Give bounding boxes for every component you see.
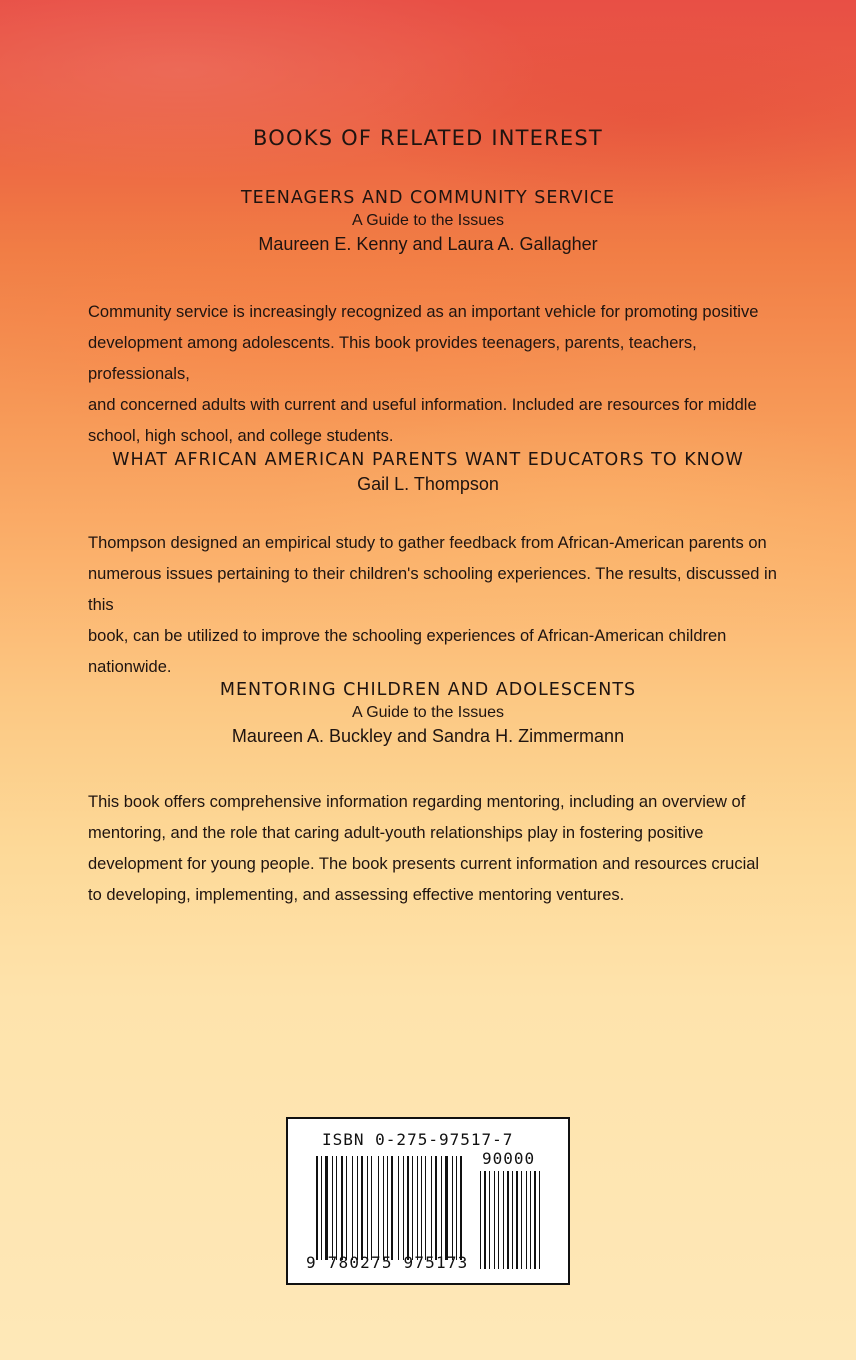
description-line: development for young people. The book presents current information and resources crucial — [88, 855, 760, 873]
book-entry-heading-1 — [0, 188, 856, 255]
ean-digits: 9 780275 975173 — [306, 1253, 469, 1272]
barcode-bar — [387, 1156, 388, 1260]
barcode-box — [286, 1117, 570, 1285]
book-title-2: WHAT AFRICAN AMERICAN PARENTS WANT EDUCATORS TO KNOW — [112, 450, 744, 470]
barcode-bar — [412, 1156, 413, 1260]
addon-barcode-bar — [498, 1171, 499, 1269]
isbn-label: ISBN 0-275-97517-7 — [322, 1130, 514, 1149]
addon-barcode-bar — [494, 1171, 495, 1269]
barcode-bar — [417, 1156, 418, 1260]
barcode-bar — [431, 1156, 432, 1260]
book-title-1: TEENAGERS AND COMMUNITY SERVICE — [240, 188, 616, 208]
barcode-bar — [316, 1156, 318, 1260]
barcode-bar — [367, 1156, 368, 1260]
description-line: mentoring, and the role that caring adult-youth relationships play in fostering positive — [88, 824, 704, 842]
ean-barcode-graphic — [316, 1156, 464, 1260]
barcode-bar — [336, 1156, 337, 1260]
description-line: numerous issues pertaining to their children's schooling experiences. The results, discussed in this — [88, 565, 777, 614]
addon-barcode-bar — [530, 1171, 531, 1269]
description-line: to developing, implementing, and assessing effective mentoring ventures. — [88, 886, 625, 904]
price-barcode-graphic — [480, 1171, 542, 1269]
addon-barcode-bar — [484, 1171, 486, 1269]
book-subtitle-3: A Guide to the Issues — [351, 704, 505, 721]
book-entry-heading-2 — [0, 450, 856, 495]
book-description-3 — [88, 787, 778, 911]
barcode-bar — [391, 1156, 393, 1260]
barcode-bar — [383, 1156, 384, 1260]
addon-barcode-bar — [480, 1171, 481, 1269]
book-author-3: Maureen A. Buckley and Sandra H. Zimmermann — [231, 726, 625, 746]
description-line: Thompson designed an empirical study to gather feedback from African-American parents on — [88, 534, 767, 552]
addon-barcode-bar — [539, 1171, 540, 1269]
description-line: This book offers comprehensive information regarding mentoring, including an overview of — [88, 793, 746, 811]
description-line: and concerned adults with current and useful information. Included are resources for middle — [88, 396, 757, 414]
section-heading: BOOKS OF RELATED INTEREST — [253, 126, 603, 150]
book-author-1: Maureen E. Kenny and Laura A. Gallagher — [258, 234, 598, 254]
barcode-bar — [452, 1156, 453, 1260]
barcode-bar — [325, 1156, 328, 1260]
book-title-3: MENTORING CHILDREN AND ADOLESCENTS — [219, 680, 637, 700]
book-description-2 — [88, 528, 778, 683]
barcode-bar — [361, 1156, 363, 1260]
description-line: development among adolescents. This book provides teenagers, parents, teachers, professionals, — [88, 334, 697, 383]
barcode-bar — [435, 1156, 437, 1260]
barcode-bar — [441, 1156, 442, 1260]
addon-barcode-bar — [512, 1171, 513, 1269]
barcode-bar — [378, 1156, 379, 1260]
book-subtitle-1: A Guide to the Issues — [351, 212, 505, 229]
description-line: nationwide. — [88, 658, 172, 676]
barcode-bar — [332, 1156, 333, 1260]
barcode-bar — [421, 1156, 422, 1260]
addon-barcode-bar — [507, 1171, 509, 1269]
barcode-bar — [321, 1156, 322, 1260]
barcode-bar — [407, 1156, 409, 1260]
barcode-bar — [352, 1156, 353, 1260]
barcode-bar — [341, 1156, 343, 1260]
barcode-bar — [425, 1156, 426, 1260]
addon-barcode-bar — [503, 1171, 504, 1269]
addon-barcode-bar — [489, 1171, 490, 1269]
addon-barcode-bar — [516, 1171, 518, 1269]
barcode-bar — [445, 1156, 448, 1260]
book-description-1 — [88, 297, 778, 452]
addon-barcode-bar — [521, 1171, 522, 1269]
description-line: book, can be utilized to improve the schooling experiences of African-American children — [88, 627, 727, 645]
barcode-bar — [456, 1156, 457, 1260]
price-code: 90000 — [482, 1149, 536, 1168]
barcode-bar — [371, 1156, 372, 1260]
description-line: Community service is increasingly recognized as an important vehicle for promoting positive — [88, 303, 759, 321]
book-author-2: Gail L. Thompson — [357, 474, 499, 494]
barcode-bar — [346, 1156, 347, 1260]
barcode-bar — [357, 1156, 358, 1260]
description-line: school, high school, and college students. — [88, 427, 394, 445]
barcode-bar — [403, 1156, 404, 1260]
addon-barcode-bar — [526, 1171, 527, 1269]
addon-barcode-bar — [534, 1171, 536, 1269]
barcode-bar — [398, 1156, 399, 1260]
barcode-bar — [460, 1156, 462, 1260]
book-entry-heading-3 — [0, 680, 856, 747]
